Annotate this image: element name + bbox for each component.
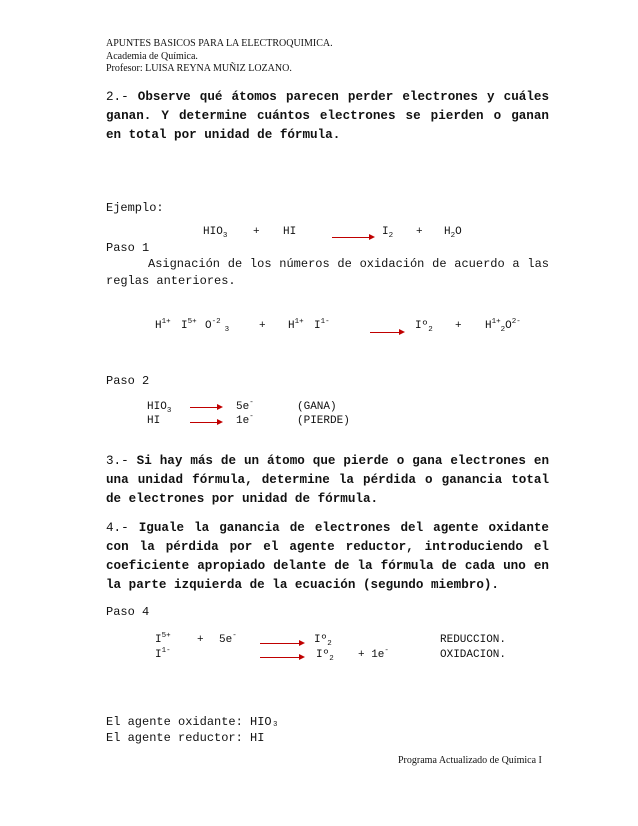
section-2 xyxy=(106,88,549,145)
paso-2-row2-electrons: 1e- xyxy=(236,413,254,427)
paso-4-row1-arrow xyxy=(260,643,300,644)
ox-h2: $H^{1+}$ xyxy=(288,318,304,332)
ejemplo-arrow xyxy=(332,237,370,238)
section-3-text: Si hay más de un átomo que pierde o gana electrones en una unidad fórmula, determine la pérdida o ganancia total de electrones por unidad de fórmula. xyxy=(106,454,549,506)
ox-product-h2o: $H^{1+}_2O^{2-}$ xyxy=(485,318,521,335)
paso-4-row2-tag: OXIDACION. xyxy=(440,649,507,661)
paso-4-row2-arrow xyxy=(260,657,300,658)
ox-h: $H^{1+}$ xyxy=(155,318,171,332)
paso-4-row1-ion: $I^{5+}$ xyxy=(155,632,171,646)
paso-2-label: Paso 2 xyxy=(106,374,150,388)
agente-reductor: El agente reductor: HI xyxy=(106,731,265,745)
paso-4-row2-ion: $I^{1-}$ xyxy=(155,647,171,661)
paso-4-row2-electrons: + 1e- xyxy=(358,647,389,661)
paso-4-row1-electrons: 5e- xyxy=(219,632,237,646)
paso-2-row1-note: (GANA) xyxy=(297,401,337,413)
ejemplo-plus-1: + xyxy=(253,226,260,238)
footer-program: Programa Actualizado de Química I xyxy=(398,755,542,766)
ox-arrow xyxy=(370,332,400,333)
ox-o: $O^{-2}_3$ xyxy=(205,318,230,335)
header-professor: Profesor: LUISA REYNA MUÑIZ LOZANO. xyxy=(106,63,292,74)
paso-2-row2-note: (PIERDE) xyxy=(297,415,350,427)
agente-oxidante: El agente oxidante: HIO₃ xyxy=(106,715,279,729)
paso-2-row2-species: HI xyxy=(147,415,161,427)
section-4-number: 4.- xyxy=(106,521,129,535)
ox-product-i2: Iº$_2$ xyxy=(415,320,433,335)
ox-plus-1: + xyxy=(259,320,266,332)
section-4-text: Iguale la ganancia de electrones del agente oxidante con la pérdida por el agente reductor, introduciendo el coeficiente apropiado delante de la fórmula de cada uno en la parte izquierda de la ecuación (segundo miembro). xyxy=(106,521,549,592)
paso-2-row1-electrons: 5e- xyxy=(236,399,254,413)
section-2-number: 2.- xyxy=(106,90,129,104)
ejemplo-product-i2: $I_2$ xyxy=(382,226,394,241)
paso-2-row1-species: $HIO_3$ xyxy=(147,401,172,416)
ejemplo-plus-2: + xyxy=(416,226,423,238)
ejemplo-product-h2o: $H_2O$ xyxy=(444,226,462,241)
ejemplo-label: Ejemplo: xyxy=(106,201,164,215)
paso-4-row1-product: Iº$_2$ xyxy=(314,634,332,649)
paso-1-label: Paso 1 xyxy=(106,241,150,255)
ejemplo-reactant-hio3: $HIO_3$ xyxy=(203,226,228,241)
ejemplo-reactant-hi: HI xyxy=(283,226,297,238)
paso-4-row2-product: Iº$_2$ xyxy=(316,649,334,664)
ox-i: $I^{5+}$ xyxy=(181,318,197,332)
paso-4-row1-plus: + xyxy=(197,634,204,646)
paso-2-row2-arrow xyxy=(190,422,218,423)
paso-1-text: Asignación de los números de oxidación de acuerdo a las reglas anteriores. xyxy=(106,257,549,288)
header-academy: Academia de Química. xyxy=(106,51,198,62)
paso-2-row1-arrow xyxy=(190,407,218,408)
section-4 xyxy=(106,519,549,595)
paso-4-row1-tag: REDUCCION. xyxy=(440,634,507,646)
header-title: APUNTES BASICOS PARA LA ELECTROQUIMICA. xyxy=(106,38,333,49)
ox-plus-2: + xyxy=(455,320,462,332)
ox-i2: $I^{1-}$ xyxy=(314,318,330,332)
section-3-number: 3.- xyxy=(106,454,129,468)
paso-4-label: Paso 4 xyxy=(106,605,150,619)
section-2-text: Observe qué átomos parecen perder electrones y cuáles ganan. Y determine cuántos electrones se pierden o ganan en total por unidad de fórmula. xyxy=(106,90,550,142)
section-3 xyxy=(106,452,549,509)
